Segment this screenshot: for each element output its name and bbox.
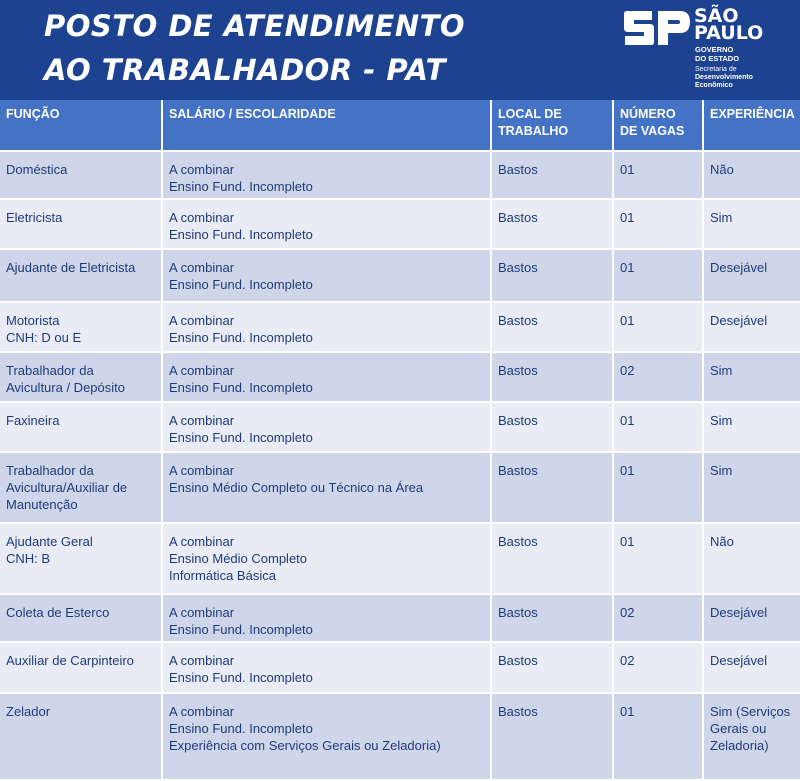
cell-text: A combinar <box>169 260 235 275</box>
cell-text: Motorista <box>6 313 60 328</box>
vacancies-cell <box>614 453 704 522</box>
experience-cell <box>704 595 800 641</box>
cell-text: 02 <box>620 653 635 668</box>
work-location-cell <box>492 353 614 401</box>
cell-text: 02 <box>620 605 635 620</box>
cell-text: A combinar <box>169 463 235 478</box>
work-location-cell <box>492 200 614 248</box>
cell-text: 01 <box>620 534 635 549</box>
experience-cell <box>704 303 800 351</box>
function-cell <box>0 250 163 301</box>
cell-text: Desejável <box>710 653 768 668</box>
cell-text: FUNÇÃO <box>6 107 60 121</box>
function-cell <box>0 303 163 351</box>
cell-text: Ensino Fund. Incompleto <box>169 622 313 637</box>
cell-text: A combinar <box>169 313 235 328</box>
function-cell <box>0 353 163 401</box>
cell-text: 01 <box>620 260 635 275</box>
page-header <box>0 0 800 100</box>
salary-education-cell <box>163 200 492 248</box>
function-cell <box>0 524 163 593</box>
function-cell <box>0 403 163 451</box>
cell-text: Bastos <box>498 313 538 328</box>
table-row <box>0 694 800 781</box>
cell-text: Faxineira <box>6 413 60 428</box>
cell-text: LOCAL DE <box>498 107 562 121</box>
salary-education-cell <box>163 694 492 779</box>
cell-text: Trabalhador da <box>6 463 94 478</box>
cell-text: Bastos <box>498 704 538 719</box>
cell-text: A combinar <box>169 653 235 668</box>
work-location-cell <box>492 453 614 522</box>
vacancies-cell <box>614 200 704 248</box>
cell-text: Ensino Médio Completo ou Técnico na Área <box>169 480 424 495</box>
vacancies-cell <box>614 152 704 198</box>
logo-secretariat-label: Secretaria de Desenvolvimento Econômico <box>695 66 753 89</box>
experience-cell <box>704 694 800 779</box>
cell-text: Trabalhador da <box>6 363 94 378</box>
cell-text: Bastos <box>498 653 538 668</box>
cell-text: 01 <box>620 313 635 328</box>
vacancies-cell <box>614 303 704 351</box>
function-cell <box>0 453 163 522</box>
cell-text: Avicultura/Auxiliar de <box>6 480 128 495</box>
experience-cell <box>704 453 800 522</box>
vacancies-cell <box>614 353 704 401</box>
cell-text: 01 <box>620 704 635 719</box>
salary-education-cell <box>163 250 492 301</box>
cell-text: Bastos <box>498 363 538 378</box>
cell-text: Sim <box>710 210 733 225</box>
cell-text: 01 <box>620 413 635 428</box>
cell-text: Zelador <box>6 704 51 719</box>
cell-text: Desejável <box>710 313 768 328</box>
experience-cell <box>704 152 800 198</box>
cell-text: Desejável <box>710 260 768 275</box>
salary-education-cell <box>163 524 492 593</box>
work-location-cell <box>492 643 614 692</box>
table-row <box>0 303 800 353</box>
cell-text: Manutenção <box>6 497 78 512</box>
cell-text: Ensino Fund. Incompleto <box>169 670 313 685</box>
cell-text: Sim (Serviços <box>710 704 791 719</box>
vacancies-cell <box>614 524 704 593</box>
function-cell <box>0 643 163 692</box>
cell-text: Ensino Médio Completo <box>169 551 308 566</box>
salary-education-cell <box>163 152 492 198</box>
experience-cell <box>704 524 800 593</box>
logo-state-name: SÃO PAULO <box>694 5 764 44</box>
cell-text: CNH: B <box>6 551 51 566</box>
cell-text: A combinar <box>169 363 235 378</box>
experience-cell <box>704 403 800 451</box>
cell-text: EXPERIÊNCIA <box>710 107 795 121</box>
salary-education-cell <box>163 453 492 522</box>
cell-text: Ensino Fund. Incompleto <box>169 721 313 736</box>
cell-text: Bastos <box>498 605 538 620</box>
cell-text: NÚMERO <box>620 107 676 121</box>
page-title-line-1: POSTO DE ATENDIMENTO <box>44 9 466 43</box>
vacancies-cell <box>614 403 704 451</box>
table-row <box>0 403 800 453</box>
cell-text: Avicultura / Depósito <box>6 380 125 395</box>
vacancies-cell <box>614 250 704 301</box>
table-row <box>0 353 800 403</box>
function-cell <box>0 152 163 198</box>
table-row <box>0 595 800 643</box>
salary-education-cell <box>163 303 492 351</box>
table-row <box>0 152 800 200</box>
cell-text: Bastos <box>498 162 538 177</box>
table-row <box>0 524 800 595</box>
cell-text: Coleta de Esterco <box>6 605 110 620</box>
cell-text: SALÁRIO / ESCOLARIDADE <box>169 107 336 121</box>
table-row <box>0 453 800 524</box>
cell-text: Sim <box>710 413 733 428</box>
cell-text: Ensino Fund. Incompleto <box>169 277 313 292</box>
cell-text: Bastos <box>498 210 538 225</box>
cell-text: A combinar <box>169 605 235 620</box>
cell-text: TRABALHO <box>498 124 569 138</box>
vacancies-cell <box>614 643 704 692</box>
page-title-line-2: AO TRABALHADOR - PAT <box>44 53 446 87</box>
salary-education-cell <box>163 643 492 692</box>
table-row <box>0 200 800 250</box>
cell-text: DE VAGAS <box>620 124 685 138</box>
cell-text: Bastos <box>498 463 538 478</box>
work-location-cell <box>492 303 614 351</box>
vacancies-cell <box>614 595 704 641</box>
cell-text: A combinar <box>169 210 235 225</box>
work-location-cell <box>492 250 614 301</box>
cell-text: Doméstica <box>6 162 68 177</box>
table-row <box>0 643 800 694</box>
cell-text: Ensino Fund. Incompleto <box>169 227 313 242</box>
salary-education-cell <box>163 403 492 451</box>
header-function <box>0 100 163 150</box>
cell-text: CNH: D ou E <box>6 330 82 345</box>
cell-text: Informática Básica <box>169 568 276 583</box>
cell-text: Ajudante de Eletricista <box>6 260 136 275</box>
work-location-cell <box>492 403 614 451</box>
cell-text: Ensino Fund. Incompleto <box>169 330 313 345</box>
cell-text: 01 <box>620 162 635 177</box>
cell-text: A combinar <box>169 704 235 719</box>
header-experience <box>704 100 800 150</box>
work-location-cell <box>492 524 614 593</box>
logo-government-label: GOVERNO DO ESTADO <box>695 45 740 63</box>
work-location-cell <box>492 595 614 641</box>
cell-text: Ajudante Geral <box>6 534 93 549</box>
cell-text: Zeladoria) <box>710 738 769 753</box>
cell-text: Gerais ou <box>710 721 767 736</box>
header-work-location <box>492 100 614 150</box>
work-location-cell <box>492 152 614 198</box>
cell-text: A combinar <box>169 534 235 549</box>
header-vacancies <box>614 100 704 150</box>
cell-text: Bastos <box>498 413 538 428</box>
cell-text: Experiência com Serviços Gerais ou Zeladoria) <box>169 738 441 753</box>
cell-text: Auxiliar de Carpinteiro <box>6 653 134 668</box>
experience-cell <box>704 353 800 401</box>
experience-cell <box>704 200 800 248</box>
salary-education-cell <box>163 595 492 641</box>
cell-text: Não <box>710 162 734 177</box>
cell-text: Sim <box>710 463 733 478</box>
sao-paulo-government-logo <box>622 5 792 96</box>
work-location-cell <box>492 694 614 779</box>
experience-cell <box>704 250 800 301</box>
experience-cell <box>704 643 800 692</box>
cell-text: Não <box>710 534 734 549</box>
cell-text: Sim <box>710 363 733 378</box>
cell-text: Eletricista <box>6 210 63 225</box>
vacancies-cell <box>614 694 704 779</box>
cell-text: Ensino Fund. Incompleto <box>169 179 313 194</box>
cell-text: A combinar <box>169 162 235 177</box>
cell-text: 01 <box>620 463 635 478</box>
header-salary-education <box>163 100 492 150</box>
salary-education-cell <box>163 353 492 401</box>
table-header-row <box>0 100 800 152</box>
cell-text: Desejável <box>710 605 768 620</box>
cell-text: 02 <box>620 363 635 378</box>
cell-text: A combinar <box>169 413 235 428</box>
cell-text: Bastos <box>498 534 538 549</box>
function-cell <box>0 694 163 779</box>
cell-text: 01 <box>620 210 635 225</box>
table-row <box>0 250 800 303</box>
cell-text: Bastos <box>498 260 538 275</box>
sp-mark-icon <box>622 10 692 46</box>
function-cell <box>0 200 163 248</box>
function-cell <box>0 595 163 641</box>
cell-text: Ensino Fund. Incompleto <box>169 430 313 445</box>
cell-text: Ensino Fund. Incompleto <box>169 380 313 395</box>
